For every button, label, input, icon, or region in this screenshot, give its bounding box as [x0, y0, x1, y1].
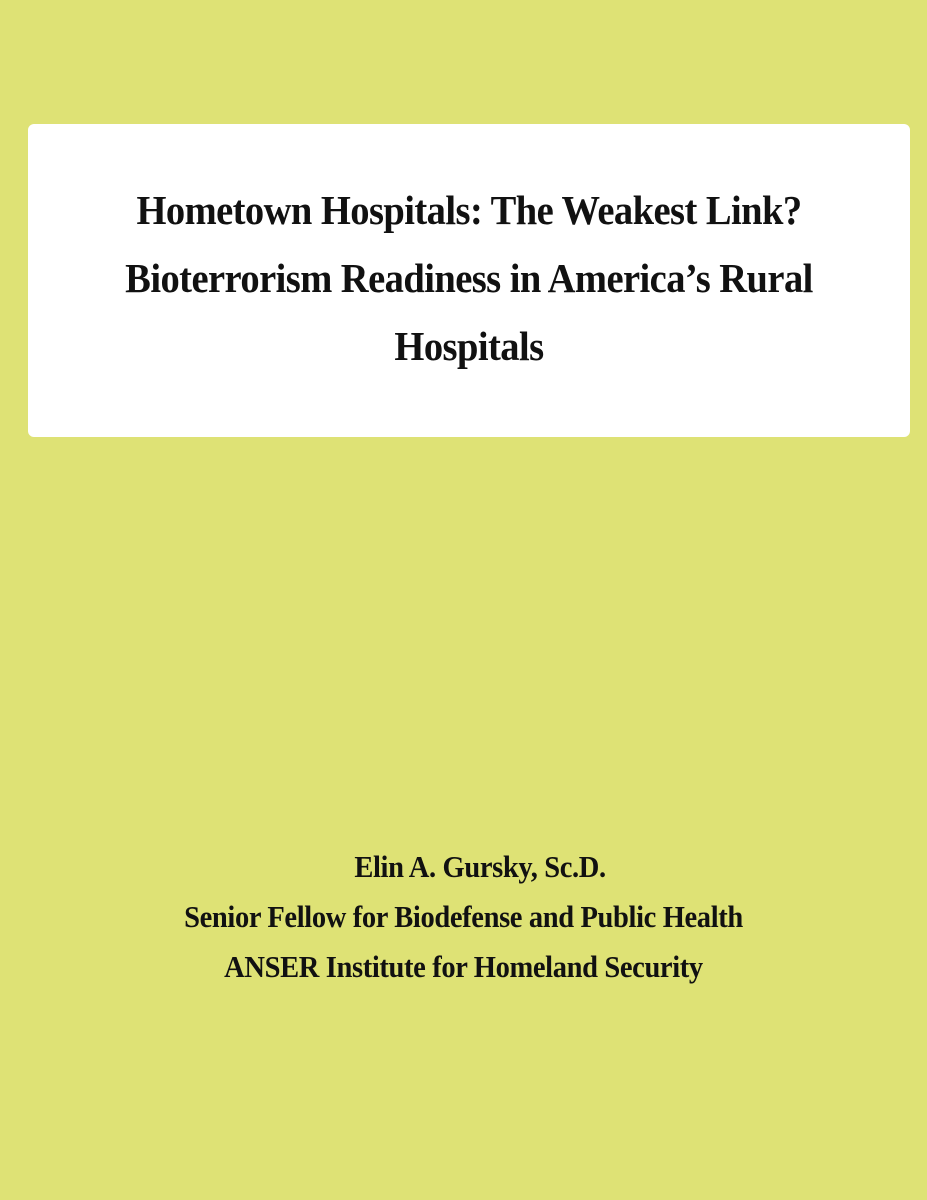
title-line-3: Hospitals	[394, 323, 544, 369]
author-institution: ANSER Institute for Homeland Security	[224, 949, 703, 984]
title-panel	[28, 124, 910, 437]
title-line-2: Bioterrorism Readiness in America’s Rural	[125, 255, 813, 301]
author-name: Elin A. Gursky, Sc.D.	[354, 849, 606, 884]
author-block	[0, 842, 927, 992]
author-position: Senior Fellow for Biodefense and Public Health	[184, 899, 743, 934]
title-line-1: Hometown Hospitals: The Weakest Link?	[136, 187, 802, 233]
